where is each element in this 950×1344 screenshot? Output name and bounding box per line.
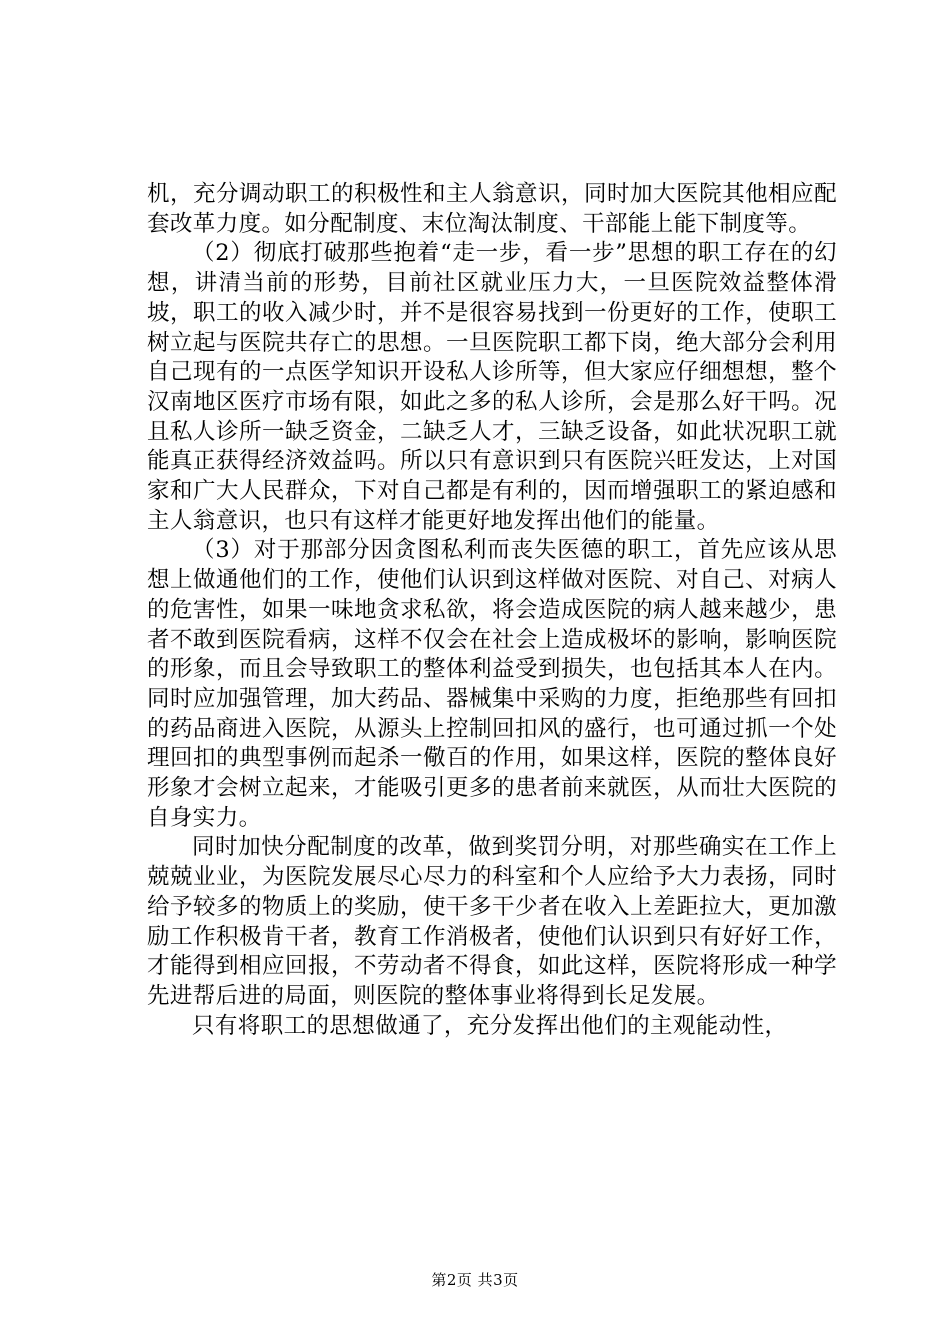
paragraph-point-3: （3）对于那部分因贪图私利而丧失医德的职工，首先应该从思想上做通他们的工作，使他们认识到这样做对医院、对自己、对病人的危害性，如果一味地贪求私欲，将会造成医院的病人越来越少，患者不敢到医院看病，这样不仅会在社会上造成极坏的影响，影响医院的形象，而且会导致职工的整体利益受到损失，也包括其本人在内。同时应加强管理，加大药品、器械集中采购的力度，拒绝那些有回扣的药品商进入医院，从源头上控制回扣风的盛行，也可通过抓一个处理回扣的典型事例而起杀一儆百的作用，如果这样，医院的整体良好形象才会树立起来，才能吸引更多的患者前来就医，从而壮大医院的自身实力。 — [147, 537, 837, 831]
paragraph-distribution-reform: 同时加快分配制度的改革，做到奖罚分明，对那些确实在工作上兢兢业业，为医院发展尽心尽力的科室和个人应给予大力表扬，同时给予较多的物质上的奖励，使干多干少者在收入上差距拉大，更加激励工作积极肯干者，教育工作消极者，使他们认识到只有好好工作，才能得到相应回报，不劳动者不得食，如此这样，医院将形成一种学先进帮后进的局面，则医院的整体事业将得到长足发展。 — [147, 834, 837, 1009]
paragraph-continuation: 机，充分调动职工的积极性和主人翁意识，同时加大医院其他相应配套改革力度。如分配制度、末位淘汰制度、干部能上能下制度等。 — [147, 181, 837, 237]
document-body — [147, 180, 837, 1041]
paragraph-conclusion-start: 只有将职工的思想做通了，充分发挥出他们的主观能动性， — [192, 1012, 788, 1039]
page-footer: 第2页 共3页 — [431, 1271, 519, 1289]
paragraph-point-2: （2）彻底打破那些抱着“走一步，看一步”思想的职工存在的幻想，讲清当前的形势，目前社区就业压力大，一旦医院效益整体滑坡，职工的收入减少时，并不是很容易找到一份更好的工作，使职工树立起与医院共存亡的思想。一旦医院职工都下岗，绝大部分会利用自己现有的一点医学知识开设私人诊所等，但大家应仔细想想，整个汉南地区医疗市场有限，如此之多的私人诊所，会是那么好干吗。况且私人诊所一缺乏资金，二缺乏人才，三缺乏设备，如此状况职工就能真正获得经济效益吗。所以只有意识到只有医院兴旺发达，上对国家和广大人民群众，下对自己都是有利的，因而增强职工的紧迫感和主人翁意识，也只有这样才能更好地发挥出他们的能量。 — [147, 240, 837, 534]
